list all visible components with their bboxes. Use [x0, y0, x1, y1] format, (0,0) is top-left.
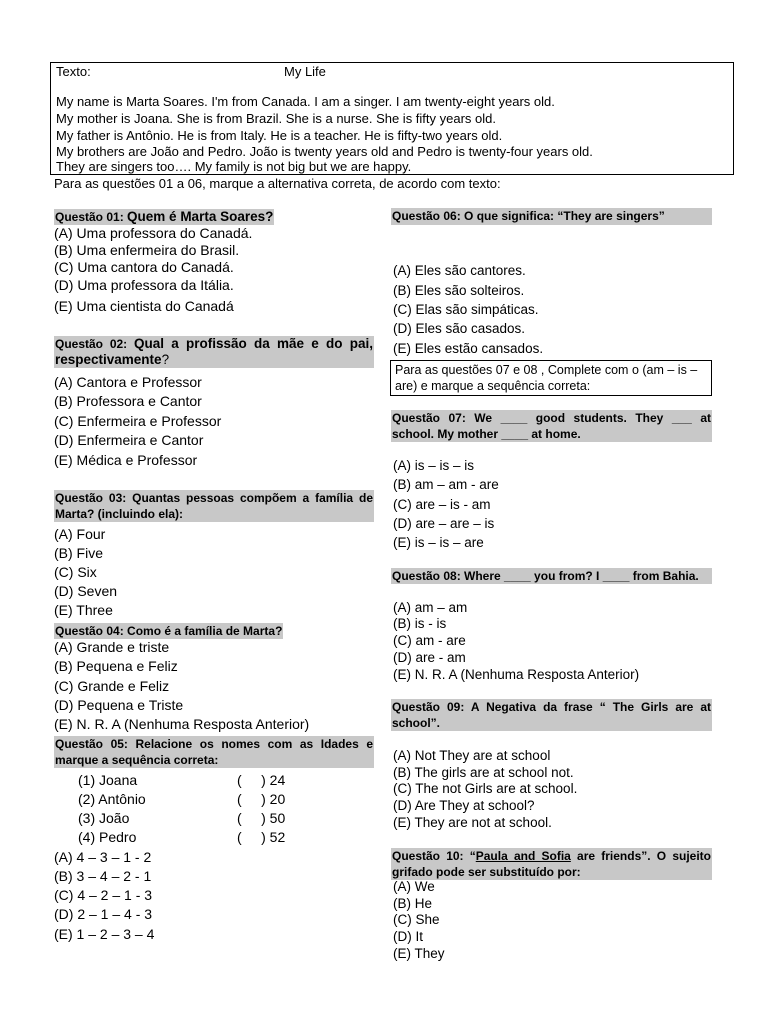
option[interactable]: (D) It	[393, 929, 423, 944]
option[interactable]: (E) Three	[54, 602, 113, 618]
option[interactable]: (A) Four	[54, 526, 106, 542]
option[interactable]: (B) Uma enfermeira do Brasil.	[54, 242, 240, 258]
question-05-heading: Questão 05: Relacione os nomes com as Idades e marque a sequência correta:	[55, 737, 373, 767]
question-01	[54, 208, 374, 226]
option[interactable]: (C) Six	[54, 564, 97, 580]
option[interactable]: (D) are – are – is	[393, 516, 495, 531]
option[interactable]: (A) am – am	[393, 600, 468, 615]
texto-line: My brothers are João and Pedro. João is twenty years old and Pedro is twenty-four years old.	[56, 144, 593, 159]
option[interactable]: (C) Uma cantora do Canadá.	[54, 259, 234, 275]
option[interactable]: (D) Pequena e Triste	[54, 697, 184, 713]
question-06-heading: Questão 06: O que significa: “They are singers”	[391, 208, 712, 225]
texto-line: My name is Marta Soares. I'm from Canada. I am a singer. I am twenty-eight years old.	[56, 94, 555, 109]
option[interactable]: (B) 3 – 4 – 2 - 1	[54, 868, 152, 884]
question-05	[54, 736, 374, 768]
option[interactable]: (C) Grande e Feliz	[54, 678, 170, 694]
option[interactable]: (D) Enfermeira e Cantor	[54, 432, 204, 448]
option[interactable]: (B) Professora e Cantor	[54, 393, 202, 409]
option[interactable]: (D) 2 – 1 – 4 - 3	[54, 906, 153, 922]
match-name: (4) Pedro	[78, 829, 137, 845]
match-age-blank[interactable]: ( ) 24	[237, 772, 286, 788]
match-name: (2) Antônio	[78, 791, 146, 807]
option[interactable]: (E) N. R. A (Nenhuma Resposta Anterior)	[54, 716, 310, 732]
option[interactable]: (C) 4 – 2 – 1 - 3	[54, 887, 153, 903]
question-01-heading	[54, 209, 274, 225]
option[interactable]: (C) am - are	[393, 633, 466, 648]
option[interactable]: (A) 4 – 3 – 1 - 2	[54, 849, 152, 865]
question-02-heading	[54, 336, 374, 368]
texto-line: My father is Antônio. He is from Italy. He is a teacher. He is fifty-two years old.	[56, 128, 503, 143]
question-03	[54, 490, 374, 522]
option[interactable]: (E) Uma cientista do Canadá	[54, 298, 234, 314]
question-02-suffix: ?	[161, 352, 170, 367]
match-age-blank[interactable]: ( ) 20	[237, 791, 286, 807]
match-name: (1) Joana	[78, 772, 138, 788]
reading-text-box	[50, 62, 734, 175]
option[interactable]: (C) Enfermeira e Professor	[54, 413, 222, 429]
question-08	[391, 568, 712, 584]
question-07-heading: Questão 07: We ____ good students. They ___ at school. My mother ____ at home.	[392, 411, 711, 441]
option[interactable]: (A) Grande e triste	[54, 639, 170, 655]
option[interactable]: (E) They are not at school.	[393, 815, 552, 830]
question-10	[391, 848, 712, 880]
question-02-prefix: Questão 02:	[55, 337, 128, 351]
option[interactable]: (E) They	[393, 946, 445, 961]
option[interactable]: (E) is – is – are	[393, 535, 484, 550]
match-age-blank[interactable]: ( ) 52	[237, 829, 286, 845]
option[interactable]: (E) Eles estão cansados.	[393, 341, 544, 356]
question-10-text: are friends”. O sujeito grifado pode ser substituído por:	[392, 849, 711, 879]
question-01-text: Quem é Marta Soares?	[127, 209, 274, 224]
question-03-heading: Questão 03: Quantas pessoas compõem a família de Marta? (incluindo ela):	[55, 491, 373, 521]
texto-line: They are singers too…. My family is not big but we are happy.	[56, 159, 412, 174]
question-10-underlined-subject: Paula and Sofia	[475, 849, 571, 863]
option[interactable]: (C) She	[393, 912, 440, 927]
option[interactable]: (A) We	[393, 879, 435, 894]
option[interactable]: (D) Are They at school?	[393, 798, 535, 813]
option[interactable]: (C) Elas são simpáticas.	[393, 302, 539, 317]
texto-line: My mother is Joana. She is from Brazil. She is a nurse. She is fifty years old.	[56, 111, 497, 126]
texto-title: My Life	[284, 64, 326, 79]
option[interactable]: (C) are – is - am	[393, 497, 491, 512]
option[interactable]: (B) Eles são solteiros.	[393, 283, 525, 298]
option[interactable]: (D) Seven	[54, 583, 118, 599]
option[interactable]: (E) N. R. A (Nenhuma Resposta Anterior)	[393, 667, 640, 682]
option[interactable]: (B) Five	[54, 545, 103, 561]
texto-label: Texto:	[56, 64, 91, 79]
question-10-heading	[391, 848, 712, 880]
question-06	[391, 208, 712, 225]
match-name: (3) João	[78, 810, 130, 826]
option[interactable]: (A) Eles são cantores.	[393, 263, 526, 278]
option[interactable]: (E) Médica e Professor	[54, 452, 198, 468]
question-01-prefix: Questão 01:	[55, 210, 124, 224]
question-02	[54, 336, 374, 368]
question-02-text: Qual a profissão da mãe e do pai, respectivamente	[55, 336, 373, 367]
option[interactable]: (D) Uma professora da Itália.	[54, 277, 234, 293]
question-04-heading: Questão 04: Como é a família de Marta?	[55, 624, 283, 638]
option[interactable]: (E) 1 – 2 – 3 – 4	[54, 926, 155, 942]
option[interactable]: (A) Cantora e Professor	[54, 374, 202, 390]
instruction-q7-q8: Para as questões 07 e 08 , Complete com o (am – is – are) e marque a sequência correta:	[390, 360, 712, 396]
option[interactable]: (B) The girls are at school not.	[393, 765, 574, 780]
question-09	[391, 699, 712, 731]
match-age-blank[interactable]: ( ) 50	[237, 810, 286, 826]
option[interactable]: (C) The not Girls are at school.	[393, 781, 578, 796]
question-07	[391, 410, 712, 442]
option[interactable]: (A) is – is – is	[393, 458, 475, 473]
question-08-heading: Questão 08: Where ____ you from? I ____ from Bahia.	[391, 568, 712, 584]
option[interactable]: (A) Uma professora do Canadá.	[54, 225, 253, 241]
question-04	[54, 622, 283, 640]
option[interactable]: (B) am – am - are	[393, 477, 499, 492]
question-09-heading: Questão 09: A Negativa da frase “ The Girls are at school”.	[392, 700, 711, 730]
option[interactable]: (B) He	[393, 896, 433, 911]
option[interactable]: (D) Eles são casados.	[393, 321, 526, 336]
option[interactable]: (B) Pequena e Feliz	[54, 658, 178, 674]
question-10-prefix: Questão 10: “	[392, 849, 476, 863]
option[interactable]: (D) are - am	[393, 650, 466, 665]
option[interactable]: (B) is - is	[393, 616, 447, 631]
option[interactable]: (A) Not They are at school	[393, 748, 551, 763]
instruction-q1-q6: Para as questões 01 a 06, marque a alternativa correta, de acordo com texto:	[54, 176, 501, 191]
